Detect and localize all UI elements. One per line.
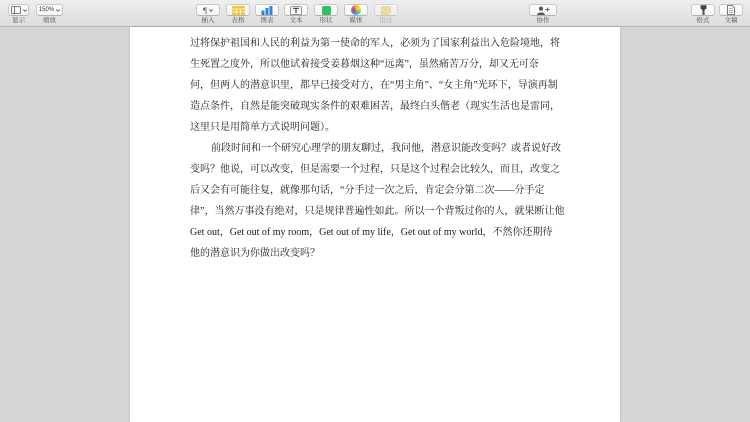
document-page[interactable] <box>130 27 620 422</box>
text-tool <box>284 4 308 26</box>
paragraph[interactable] <box>190 33 570 138</box>
chevron-down-icon <box>209 9 213 12</box>
text-line[interactable]: 变吗？他说，可以改变，但是需要一个过程，只是这个过程会比较久，而且，改变之 <box>190 164 560 175</box>
comment-button[interactable] <box>374 4 398 16</box>
text-line[interactable]: 后又会有可能往复，就像那句话，“分手过一次之后，肯定会分第二次——分手定 <box>190 185 545 196</box>
sidebar-icon <box>11 6 21 14</box>
chart-button[interactable] <box>255 4 279 16</box>
comment-tool <box>374 4 398 26</box>
view-tool <box>8 4 29 26</box>
chart-tool <box>255 4 279 26</box>
table-tool <box>226 4 250 26</box>
pilcrow-icon: ¶ <box>203 4 207 15</box>
collaborate-button[interactable] <box>529 4 557 16</box>
paintbrush-icon <box>699 5 708 15</box>
text-line[interactable]: 这里只是用简单方式说明问题）。 <box>190 122 335 133</box>
text-line[interactable]: 生死置之度外，所以他试着接受姜暮烟这种“远离”，虽然痛苦万分，却又无可奈 <box>190 59 539 70</box>
text-line[interactable]: 律”，当然万事没有绝对，只是规律普遍性如此。所以一个背叛过你的人，就果断让他 <box>190 206 565 217</box>
zoom-tool <box>36 4 63 26</box>
comment-label: 批注 <box>379 17 393 24</box>
text-label: 文本 <box>289 17 303 24</box>
insert-label: 插入 <box>201 17 215 24</box>
document-tool <box>719 4 743 26</box>
zoom-label: 缩放 <box>43 17 56 24</box>
text-line[interactable]: 过将保护祖国和人民的利益为第一使命的军人，必须为了国家利益出入危险境地，将 <box>190 38 560 49</box>
shape-button[interactable] <box>314 4 338 16</box>
format-tool <box>691 4 715 26</box>
insert-tool <box>196 4 220 26</box>
view-label: 显示 <box>12 17 25 24</box>
comment-icon-fill <box>382 6 391 14</box>
table-icon-fill <box>232 6 245 15</box>
document-label: 文稿 <box>724 17 738 24</box>
table-button[interactable] <box>226 4 250 16</box>
chevron-down-icon <box>23 9 27 12</box>
text-line[interactable]: Get out，Get out of my room，Get out of my life，Get out of my world，不然你还期待 <box>190 227 553 238</box>
chart-label: 图表 <box>260 17 274 24</box>
shape-tool <box>314 4 338 26</box>
zoom-value: 150% <box>38 7 55 13</box>
shape-label: 形状 <box>319 17 333 24</box>
view-button[interactable] <box>8 4 29 16</box>
text-box-icon <box>290 6 302 15</box>
media-label: 媒体 <box>349 17 363 24</box>
bar-chart-icon-fill <box>262 6 273 15</box>
text-line[interactable]: 前段时间和一个研究心理学的朋友聊过，我问他，潜意识能改变吗？或者说好改 <box>211 143 561 154</box>
shape-icon <box>322 6 331 15</box>
collaborate-icon <box>536 6 550 15</box>
format-label: 格式 <box>696 17 710 24</box>
zoom-select[interactable] <box>36 4 63 16</box>
table-label: 表格 <box>231 17 245 24</box>
text-line[interactable]: 何，但两人的潜意识里，都早已接受对方，在“男主角”、“女主角”光环下，导演再制 <box>190 80 558 91</box>
collaborate-label: 协作 <box>536 17 550 24</box>
document-canvas[interactable] <box>0 27 750 422</box>
text-line[interactable]: 他的潜意识为你做出改变吗？ <box>190 248 320 259</box>
text-line[interactable]: 造点条件，自然是能突破现实条件的艰难困苦，最终白头偕老（现实生活也是雷同， <box>190 101 560 112</box>
comment-icon <box>381 6 391 15</box>
document-icon <box>727 5 735 15</box>
media-tool <box>344 4 368 26</box>
bar-chart-icon <box>261 6 273 15</box>
table-icon <box>232 6 245 15</box>
media-button[interactable] <box>344 4 368 16</box>
toolbar <box>0 0 750 27</box>
text-button[interactable] <box>284 4 308 16</box>
body-text[interactable] <box>190 33 570 264</box>
format-button[interactable] <box>691 4 715 16</box>
paragraph[interactable] <box>190 138 570 264</box>
collaborate-tool <box>529 4 557 26</box>
shape-icon-fill <box>322 6 331 15</box>
document-button[interactable] <box>719 4 743 16</box>
insert-button[interactable] <box>196 4 220 16</box>
chevron-down-icon <box>56 9 60 12</box>
media-icon <box>351 5 361 15</box>
